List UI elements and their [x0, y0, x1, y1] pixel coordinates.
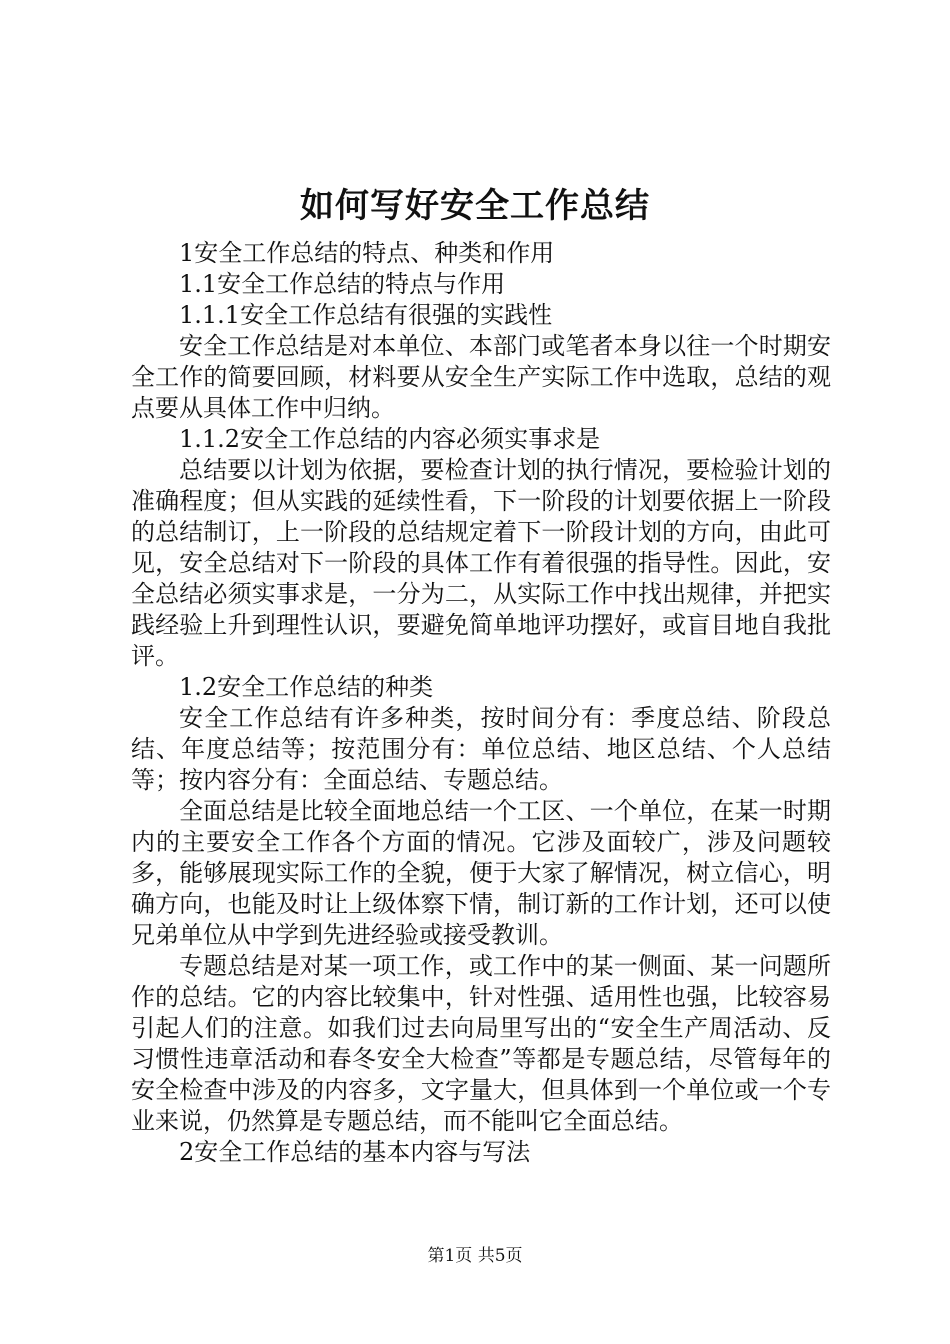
body-paragraph: 安全工作总结是对本单位、本部门或笔者本身以往一个时期安全工作的简要回顾，材料要从安全生产实际工作中选取，总结的观点要从具体工作中归纳。: [131, 332, 831, 422]
body-paragraph: 总结要以计划为依据，要检查计划的执行情况，要检验计划的准确程度；但从实践的延续性看，下一阶段的计划要依据上一阶段的总结制订，上一阶段的总结规定着下一阶段计划的方向，由此可见，安全总结对下一阶段的具体工作有着很强的指导性。因此，安全总结必须实事求是，一分为二，从实际工作中找出规律，并把实践经验上升到理性认识，要避免简单地评功摆好，或盲目地自我批评。: [131, 456, 831, 670]
page-number-footer: 第1页 共5页: [427, 1246, 523, 1266]
body-paragraph: 专题总结是对某一项工作，或工作中的某一侧面、某一问题所作的总结。它的内容比较集中，针对性强、适用性也强，比较容易引起人们的注意。如我们过去向局里写出的“安全生产周活动、反习惯性违章活动和春冬安全大检查”等都是专题总结，尽管每年的安全检查中涉及的内容多，文字量大，但具体到一个单位或一个专业来说，仍然算是专题总结，而不能叫它全面总结。: [131, 952, 831, 1135]
section-heading-1-2: 1.2安全工作总结的种类: [179, 673, 434, 701]
section-heading-1-1-2: 1.1.2安全工作总结的内容必须实事求是: [179, 425, 601, 453]
section-heading-2: 2安全工作总结的基本内容与写法: [179, 1138, 531, 1166]
body-paragraph: 安全工作总结有许多种类，按时间分有：季度总结、阶段总结、年度总结等；按范围分有：单位总结、地区总结、个人总结等；按内容分有：全面总结、专题总结。: [131, 704, 831, 794]
document-body: [131, 238, 831, 1168]
section-heading-1-1: 1.1安全工作总结的特点与作用: [179, 270, 506, 298]
section-heading-1: 1安全工作总结的特点、种类和作用: [179, 239, 555, 267]
document-title: 如何写好安全工作总结: [300, 186, 650, 226]
section-heading-1-1-1: 1.1.1安全工作总结有很强的实践性: [179, 301, 553, 329]
body-paragraph: 全面总结是比较全面地总结一个工区、一个单位，在某一时期内的主要安全工作各个方面的情况。它涉及面较广，涉及问题较多，能够展现实际工作的全貌，便于大家了解情况，树立信心，明确方向，也能及时让上级体察下情，制订新的工作计划，还可以使兄弟单位从中学到先进经验或接受教训。: [131, 797, 831, 949]
